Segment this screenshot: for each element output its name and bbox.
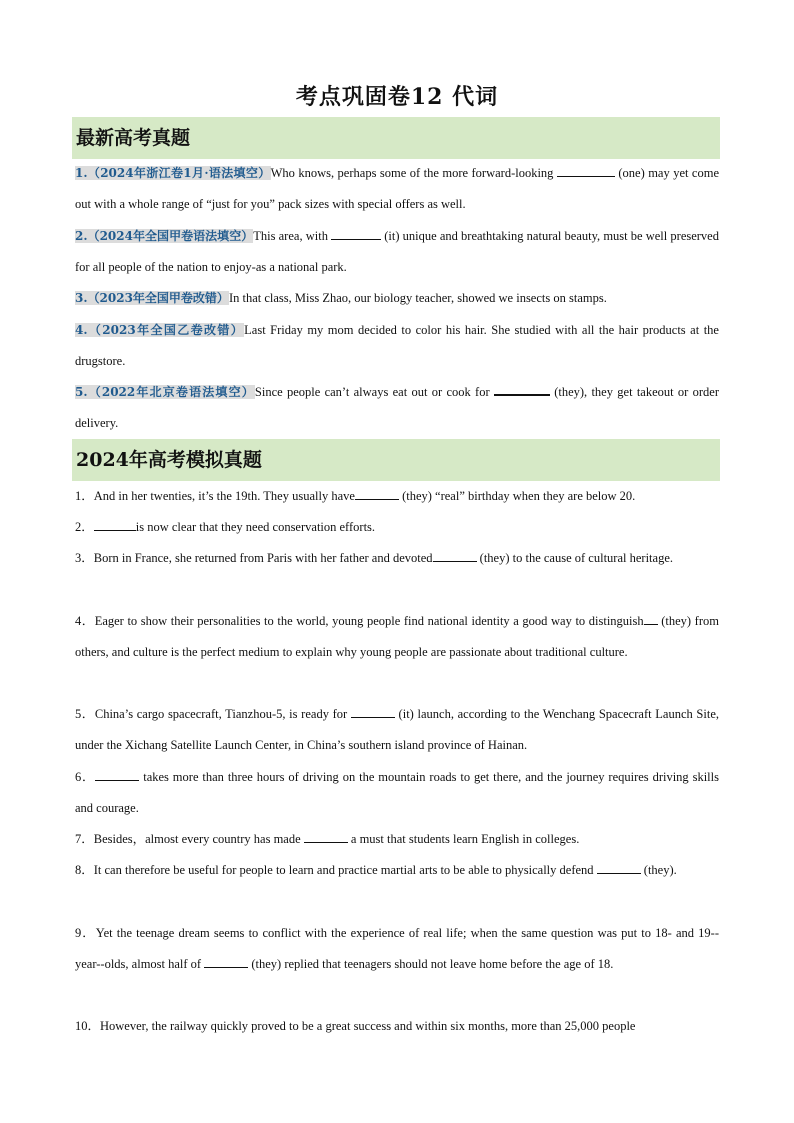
answer-blank[interactable] — [204, 955, 248, 968]
question-text: (they) to the cause of cultural heritage. — [476, 551, 673, 565]
question-text: (they) from others, and culture is the perfect medium to explain why young people are passionate about traditional culture. — [75, 614, 719, 660]
answer-blank[interactable] — [644, 612, 658, 625]
question-text: 5．China’s cargo spacecraft, Tianzhou-5, is ready for — [75, 707, 351, 721]
question-text: 2． — [75, 520, 94, 534]
question-text: (they) “real” birthday when they are below 20. — [398, 489, 636, 503]
question-text: 9．Yet the teenage dream seems to conflict with the experience of real life; when the same question was put to 18- and 19--year--olds, almost half of — [75, 926, 719, 972]
page-title: 考点巩固卷12 代词 — [295, 84, 499, 110]
question-source-tag: 2.（2024年全国甲卷语法填空） — [75, 229, 254, 243]
question-text: Who knows, perhaps some of the more forward-looking — [270, 166, 557, 180]
question-text: (it) launch, according to the Wenchang Spacecraft Launch Site, under the Xichang Satellite Launch Center, in China’s southern island province of Hainan. — [75, 707, 719, 753]
answer-blank[interactable] — [331, 227, 381, 240]
question-text: Last Friday my mom decided to color his hair. She studied with all the hair products at the drugstore. — [75, 323, 719, 369]
mock-question-4 — [75, 606, 719, 669]
question-text: (one) may yet come out with a whole range of “just for you” pack sizes with special offers as well. — [75, 166, 719, 212]
mock-question-6 — [75, 762, 719, 825]
question-text: (they), they get takeout or order delivery. — [75, 385, 719, 431]
exam-question-5 — [75, 377, 719, 440]
exam-question-1 — [75, 158, 719, 221]
mock-question-2 — [75, 512, 719, 543]
question-text: 7．Besides，almost every country has made — [75, 832, 304, 846]
question-text: a must that students learn English in colleges. — [347, 832, 580, 846]
question-text: In that class, Miss Zhao, our biology teacher, showed we insects on stamps. — [228, 291, 607, 305]
exam-question-2 — [75, 221, 719, 284]
question-text: 3．Born in France, she returned from Paris with her father and devoted — [75, 551, 433, 565]
answer-blank[interactable] — [351, 705, 395, 718]
mock-question-7 — [75, 824, 719, 855]
answer-blank[interactable] — [557, 164, 615, 177]
question-text: (they). — [640, 863, 677, 877]
question-text: 10．However, the railway quickly proved to be a great success and within six months, more than 25,000 people — [75, 1019, 636, 1033]
answer-blank[interactable] — [355, 487, 399, 500]
question-source-tag: 4.（2023年全国乙卷改错） — [75, 323, 245, 337]
question-text: (it) unique and breathtaking natural beauty, must be well preserved for all people of the nation to enjoy-as a national park. — [75, 229, 719, 275]
question-text: Since people can’t always eat out or cook for — [254, 385, 494, 399]
question-text: This area, with — [253, 229, 332, 243]
section-heading-mock-exams: 2024年高考模拟真题 — [72, 439, 720, 481]
question-text: 1．And in her twenties, it’s the 19th. They usually have — [75, 489, 355, 503]
question-source-tag: 1.（2024年浙江卷1月·语法填空） — [75, 166, 271, 180]
question-text: (they) replied that teenagers should not leave home before the age of 18. — [248, 957, 614, 972]
section-heading-latest-exams: 最新高考真题 — [72, 117, 720, 159]
mock-question-3 — [75, 543, 719, 574]
answer-blank[interactable] — [433, 549, 477, 562]
question-text: takes more than three hours of driving on the mountain roads to get there, and the journey requires driving skills and courage. — [75, 770, 719, 816]
answer-blank[interactable] — [304, 830, 348, 843]
answer-blank[interactable] — [597, 861, 641, 874]
question-text: 6． — [75, 770, 96, 784]
question-source-tag: 5.（2022年北京卷语法填空） — [75, 385, 255, 399]
mock-question-8 — [75, 855, 719, 886]
answer-blank[interactable] — [494, 382, 550, 396]
mock-question-9 — [75, 918, 719, 981]
mock-question-10 — [75, 1011, 719, 1042]
question-source-tag: 3.（2023年全国甲卷改错） — [75, 291, 229, 305]
answer-blank[interactable] — [94, 518, 136, 531]
answer-blank[interactable] — [95, 768, 139, 781]
question-text: is now clear that they need conservation efforts. — [135, 520, 376, 534]
mock-question-5 — [75, 699, 719, 762]
exam-question-4 — [75, 315, 719, 378]
question-text: 8．It can therefore be useful for people to learn and practice martial arts to be able to physically defend — [75, 863, 597, 877]
question-text: 4．Eager to show their personalities to the world, young people find national identity a good way to distinguish — [75, 614, 644, 628]
exam-question-3 — [75, 283, 719, 314]
mock-question-1 — [75, 481, 719, 512]
